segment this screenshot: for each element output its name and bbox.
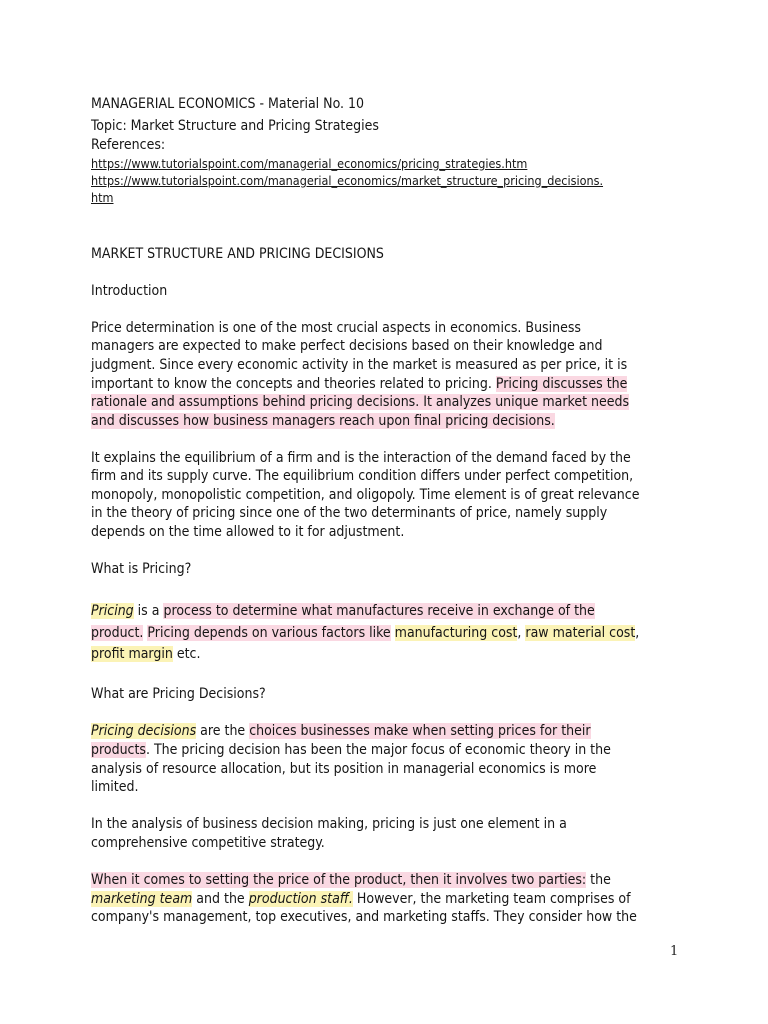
reference-link-market-structure[interactable]: https://www.tutorialspoint.com/managerial_economics/market_structure_pricing_decisions. bbox=[91, 173, 604, 188]
page-number: 1 bbox=[670, 944, 679, 959]
highlight-yellow: marketing team bbox=[91, 891, 193, 907]
highlight-pink: product. bbox=[91, 625, 144, 641]
highlight-pink: Pricing discusses the bbox=[495, 376, 628, 392]
highlight-yellow: Pricing bbox=[91, 603, 134, 619]
intro-p2-line: depends on the time allowed to it for adjustment. bbox=[91, 524, 405, 540]
intro-p2-line: monopoly, monopolistic competition, and oligopoly. Time element is of great relevance bbox=[91, 487, 640, 503]
highlight-yellow: production staff. bbox=[248, 891, 353, 907]
highlight-yellow: Pricing decisions bbox=[91, 723, 197, 739]
pricing-decisions-p3-line: When it comes to setting the price of the product, then it involves two parties: the bbox=[91, 872, 611, 888]
intro-p1-text: important to know the concepts and theories related to pricing. bbox=[91, 376, 496, 392]
intro-p1-line: Price determination is one of the most crucial aspects in economics. Business bbox=[91, 320, 581, 336]
pricing-decisions-p2-line: comprehensive competitive strategy. bbox=[91, 835, 325, 851]
highlight-pink: choices businesses make when setting prices for their bbox=[249, 723, 591, 739]
highlight-yellow: manufacturing cost bbox=[394, 625, 518, 641]
highlight-pink: When it comes to setting the price of the product, then it involves two parties: bbox=[91, 872, 587, 888]
section-heading: MARKET STRUCTURE AND PRICING DECISIONS bbox=[91, 246, 384, 262]
highlight-pink: Pricing depends on various factors like bbox=[147, 625, 391, 641]
highlight-yellow: raw material cost bbox=[525, 625, 636, 641]
pricing-definition-line: product. Pricing depends on various factors like manufacturing cost, raw material cost, bbox=[91, 625, 640, 641]
pricing-definition-line: profit margin etc. bbox=[91, 646, 201, 662]
highlight-pink: products bbox=[91, 742, 146, 758]
pricing-decisions-line: analysis of resource allocation, but its position in managerial economics is more bbox=[91, 761, 597, 777]
pricing-decisions-p3-line: company's management, top executives, and marketing staffs. They consider how the bbox=[91, 909, 637, 925]
pricing-decisions-line: products. The pricing decision has been the major focus of economic theory in the bbox=[91, 742, 611, 758]
pricing-decisions-heading: What are Pricing Decisions? bbox=[91, 686, 266, 702]
reference-link-pricing-strategies[interactable]: https://www.tutorialspoint.com/managerial_economics/pricing_strategies.htm bbox=[91, 156, 528, 171]
reference-link-market-structure-continued[interactable]: htm bbox=[91, 190, 114, 205]
intro-p1-line bbox=[91, 375, 627, 393]
highlight-pink: process to determine what manufactures receive in exchange of the bbox=[163, 603, 595, 619]
intro-p2-line: in the theory of pricing since one of the two determinants of price, namely supply bbox=[91, 505, 608, 521]
pricing-decisions-line: limited. bbox=[91, 779, 139, 795]
references-label: References: bbox=[91, 137, 166, 153]
intro-p2-line: It explains the equilibrium of a firm and is the interaction of the demand faced by the bbox=[91, 450, 631, 466]
intro-p1-line bbox=[91, 412, 555, 430]
pricing-decisions-p2-line: In the analysis of business decision making, pricing is just one element in a bbox=[91, 816, 567, 832]
what-is-pricing-heading: What is Pricing? bbox=[91, 561, 192, 577]
pricing-decisions-line: Pricing decisions are the choices businesses make when setting prices for their bbox=[91, 723, 591, 739]
intro-p2-line: firm and its supply curve. The equilibrium condition differs under perfect competition, bbox=[91, 468, 634, 484]
intro-p1-line: judgment. Since every economic activity in the market is measured as per price, it is bbox=[91, 357, 628, 373]
highlight-pink: and discusses how business managers reach upon final pricing decisions. bbox=[91, 413, 555, 429]
intro-p1-line: managers are expected to make perfect decisions based on their knowledge and bbox=[91, 338, 603, 354]
pricing-decisions-p3-line: marketing team and the production staff. However, the marketing team comprises of bbox=[91, 891, 631, 907]
highlight-yellow: profit margin bbox=[91, 646, 173, 662]
highlight-pink: rationale and assumptions behind pricing decisions. It analyzes unique market needs bbox=[91, 394, 630, 410]
introduction-heading: Introduction bbox=[91, 283, 168, 299]
document-topic: Topic: Market Structure and Pricing Strategies bbox=[91, 118, 379, 134]
pricing-definition-line: Pricing is a process to determine what manufactures receive in exchange of the bbox=[91, 603, 595, 619]
document-title: MANAGERIAL ECONOMICS - Material No. 10 bbox=[91, 96, 365, 112]
intro-p1-line bbox=[91, 393, 629, 411]
